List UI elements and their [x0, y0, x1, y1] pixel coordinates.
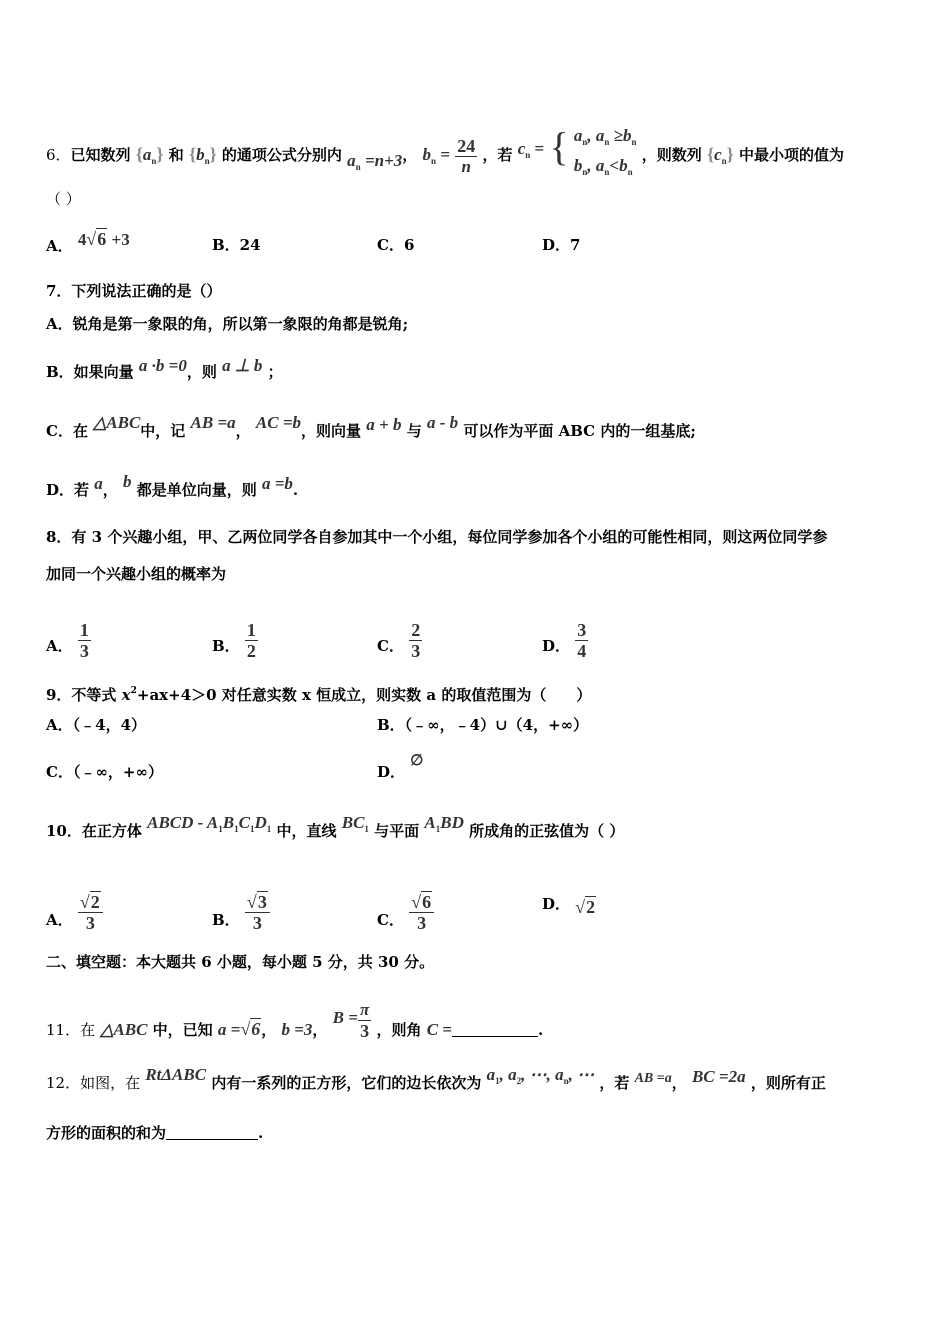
section-2-heading: 二、填空题：本大题共 6 小题，每小题 5 分，共 30 分。	[46, 953, 435, 971]
q8-stem-line2: 加同一个兴趣小组的概率为	[46, 565, 227, 583]
q6-stem: 6．已知数列 $\{a_n\}$ 和 $\{b_n\}$ 的通项公式分别内 $a_n =n+3$， $b_n$ = $\frac{24}{n}$ ，若 $c_n$ = { $a_n$, $a_n \ge b_n$ $b_n$, $a_n<b_n$ ，则数列 $\{c_n\}$ 中最小项的值为	[46, 126, 844, 186]
q9-option-b[interactable]: B．（﹣∞，﹣4）∪（4，+∞）	[377, 716, 589, 734]
q12-stem-line2: 方形的面积的和为 .	[46, 1124, 264, 1142]
q11-stem: 11．在 △ABC 中，已知 a =√6， b =3， B = $\frac{\pi}{3}$ ，则角 C = .	[46, 1000, 544, 1041]
q8-stem-line1: 8．有 3 个兴趣小组，甲、乙两位同学各自参加其中一个小组，每位同学参加各个小组的可能性相同，则这两位同学参	[46, 528, 828, 546]
q10-option-b[interactable]: B． $\frac{√3}{3}$	[212, 892, 270, 933]
q7-option-d[interactable]: D．若 a， b 都是单位向量，则 a =b.	[46, 472, 299, 499]
piecewise-cases: $a_n$, $a_n \ge b_n$ $b_n$, $a_n<b_n$	[573, 126, 637, 177]
q6-option-d[interactable]: D．7	[542, 236, 581, 254]
cube-name: ABCD - $A_1B_1C_1D_1$	[147, 813, 272, 834]
q8-option-d[interactable]: D． $\frac{3}{4}$	[542, 620, 587, 661]
empty-set-symbol: ∅	[410, 753, 424, 769]
q7-option-b[interactable]: B．如果向量 a ·b =0，则 a ⊥ b ；	[46, 356, 283, 381]
formula-b: $b_n$ =	[422, 145, 450, 166]
q6-paren: （ ）	[46, 190, 81, 208]
q7-option-a[interactable]: A．锐角是第一象限的角，所以第一象限的角都是锐角;	[46, 315, 409, 333]
q10-option-d[interactable]: D． √2	[542, 895, 596, 917]
q9-option-c[interactable]: C．（﹣∞，+∞）	[46, 763, 163, 781]
q8-option-b[interactable]: B． $\frac{1}{2}$	[212, 620, 256, 661]
q9-option-d[interactable]: D． ∅	[377, 753, 424, 781]
q6-option-c[interactable]: C．6	[377, 236, 415, 254]
fraction-24-over-n: $\frac{24}{n}$	[457, 135, 476, 176]
q6-number: 6．	[46, 146, 71, 164]
side-sequence: $a_1$, $a_2$, ⋯, $a_n$, ⋯	[486, 1065, 595, 1086]
q7-stem: 7．下列说法正确的是（）	[46, 282, 222, 300]
q8-option-c[interactable]: C． $\frac{2}{3}$	[377, 620, 421, 661]
q8-option-a[interactable]: A． $\frac{1}{3}$	[46, 620, 89, 661]
q6-option-b[interactable]: B．24	[212, 236, 261, 254]
q11-answer-blank[interactable]	[452, 1022, 538, 1037]
q7-option-c[interactable]: C．在 △ABC中，记 AB =a， AC =b，则向量 a + b 与 a - b 可以作为平面 ABC 内的一组基底;	[46, 413, 696, 440]
q10-option-a[interactable]: A． $\frac{√2}{3}$	[46, 892, 103, 933]
q9-stem: 9．不等式 $x^2+ax+4>0$ 对任意实数 x 恒成立，则实数 a 的取值范围为（ ）	[46, 686, 592, 704]
q6-option-a[interactable]: A． 4√6 +3	[46, 229, 130, 255]
formula-a: $a_n =n+3$	[347, 151, 403, 172]
q10-option-c[interactable]: C． $\frac{√6}{3}$	[377, 892, 434, 933]
seq-c-def: $c_n$ =	[517, 139, 545, 160]
cases-brace: {	[549, 124, 569, 169]
q10-stem: 10．在正方体 ABCD - $A_1B_1C_1D_1$ 中，直线 $BC_1$ 与平面 $A_1BD$ 所成角的正弦值为（ ）	[46, 813, 625, 840]
seq-a: $a_n$	[142, 145, 157, 166]
q12-stem-line1: 12．如图，在 RtΔABC 内有一系列的正方形，它们的边长依次为 $a_1$, $a_2$, ⋯, $a_n$, ⋯ ，若 AB =a， BC =2a ，则所有正	[46, 1065, 826, 1092]
q9-option-a[interactable]: A．（﹣4，4）	[46, 716, 147, 734]
q12-answer-blank[interactable]	[166, 1125, 258, 1140]
seq-b: $b_n$	[196, 145, 210, 166]
seq-c: $c_n$	[714, 145, 727, 166]
